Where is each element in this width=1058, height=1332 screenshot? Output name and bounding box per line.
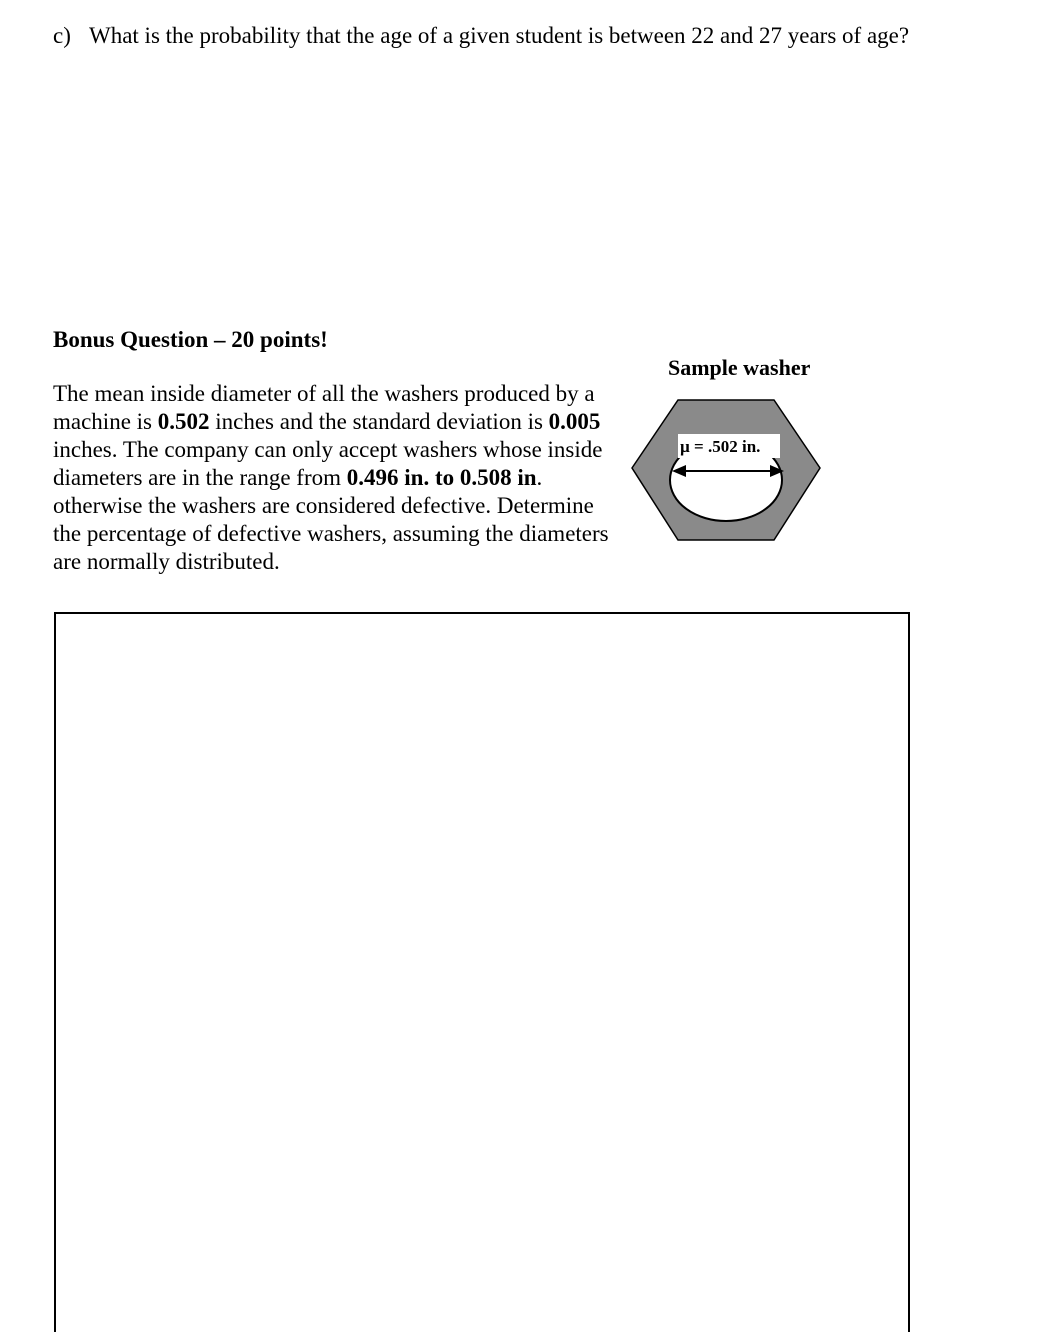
bonus-sd-value: 0.005: [548, 409, 601, 434]
bonus-mean-value: 0.502: [157, 409, 210, 434]
washer-figure: [628, 396, 824, 546]
bonus-body: [53, 380, 613, 576]
question-c: [53, 22, 913, 50]
washer-title: Sample washer: [668, 355, 811, 380]
question-c-label: c): [53, 23, 71, 48]
bonus-heading: Bonus Question – 20 points!: [53, 327, 328, 352]
bonus-body-part-2: inches and the standard deviation is: [209, 409, 549, 434]
bonus-body-part-1: The mean inside diameter of all the washers produced by a machine is: [53, 381, 595, 434]
bonus-body-part-4: . otherwise the washers are considered defective. Determine the percentage of defective washers, assuming the diameters are normally distributed.: [53, 465, 609, 574]
washer-mu-label: µ = .502 in.: [680, 437, 761, 456]
question-c-text: What is the probability that the age of a given student is between 22 and 27 years of age?: [89, 23, 910, 48]
answer-box: [54, 612, 910, 1332]
bonus-body-part-3: inches. The company can only accept washers whose inside diameters are in the range from: [53, 437, 603, 490]
bonus-range-value: 0.496 in. to 0.508 in: [346, 465, 537, 490]
